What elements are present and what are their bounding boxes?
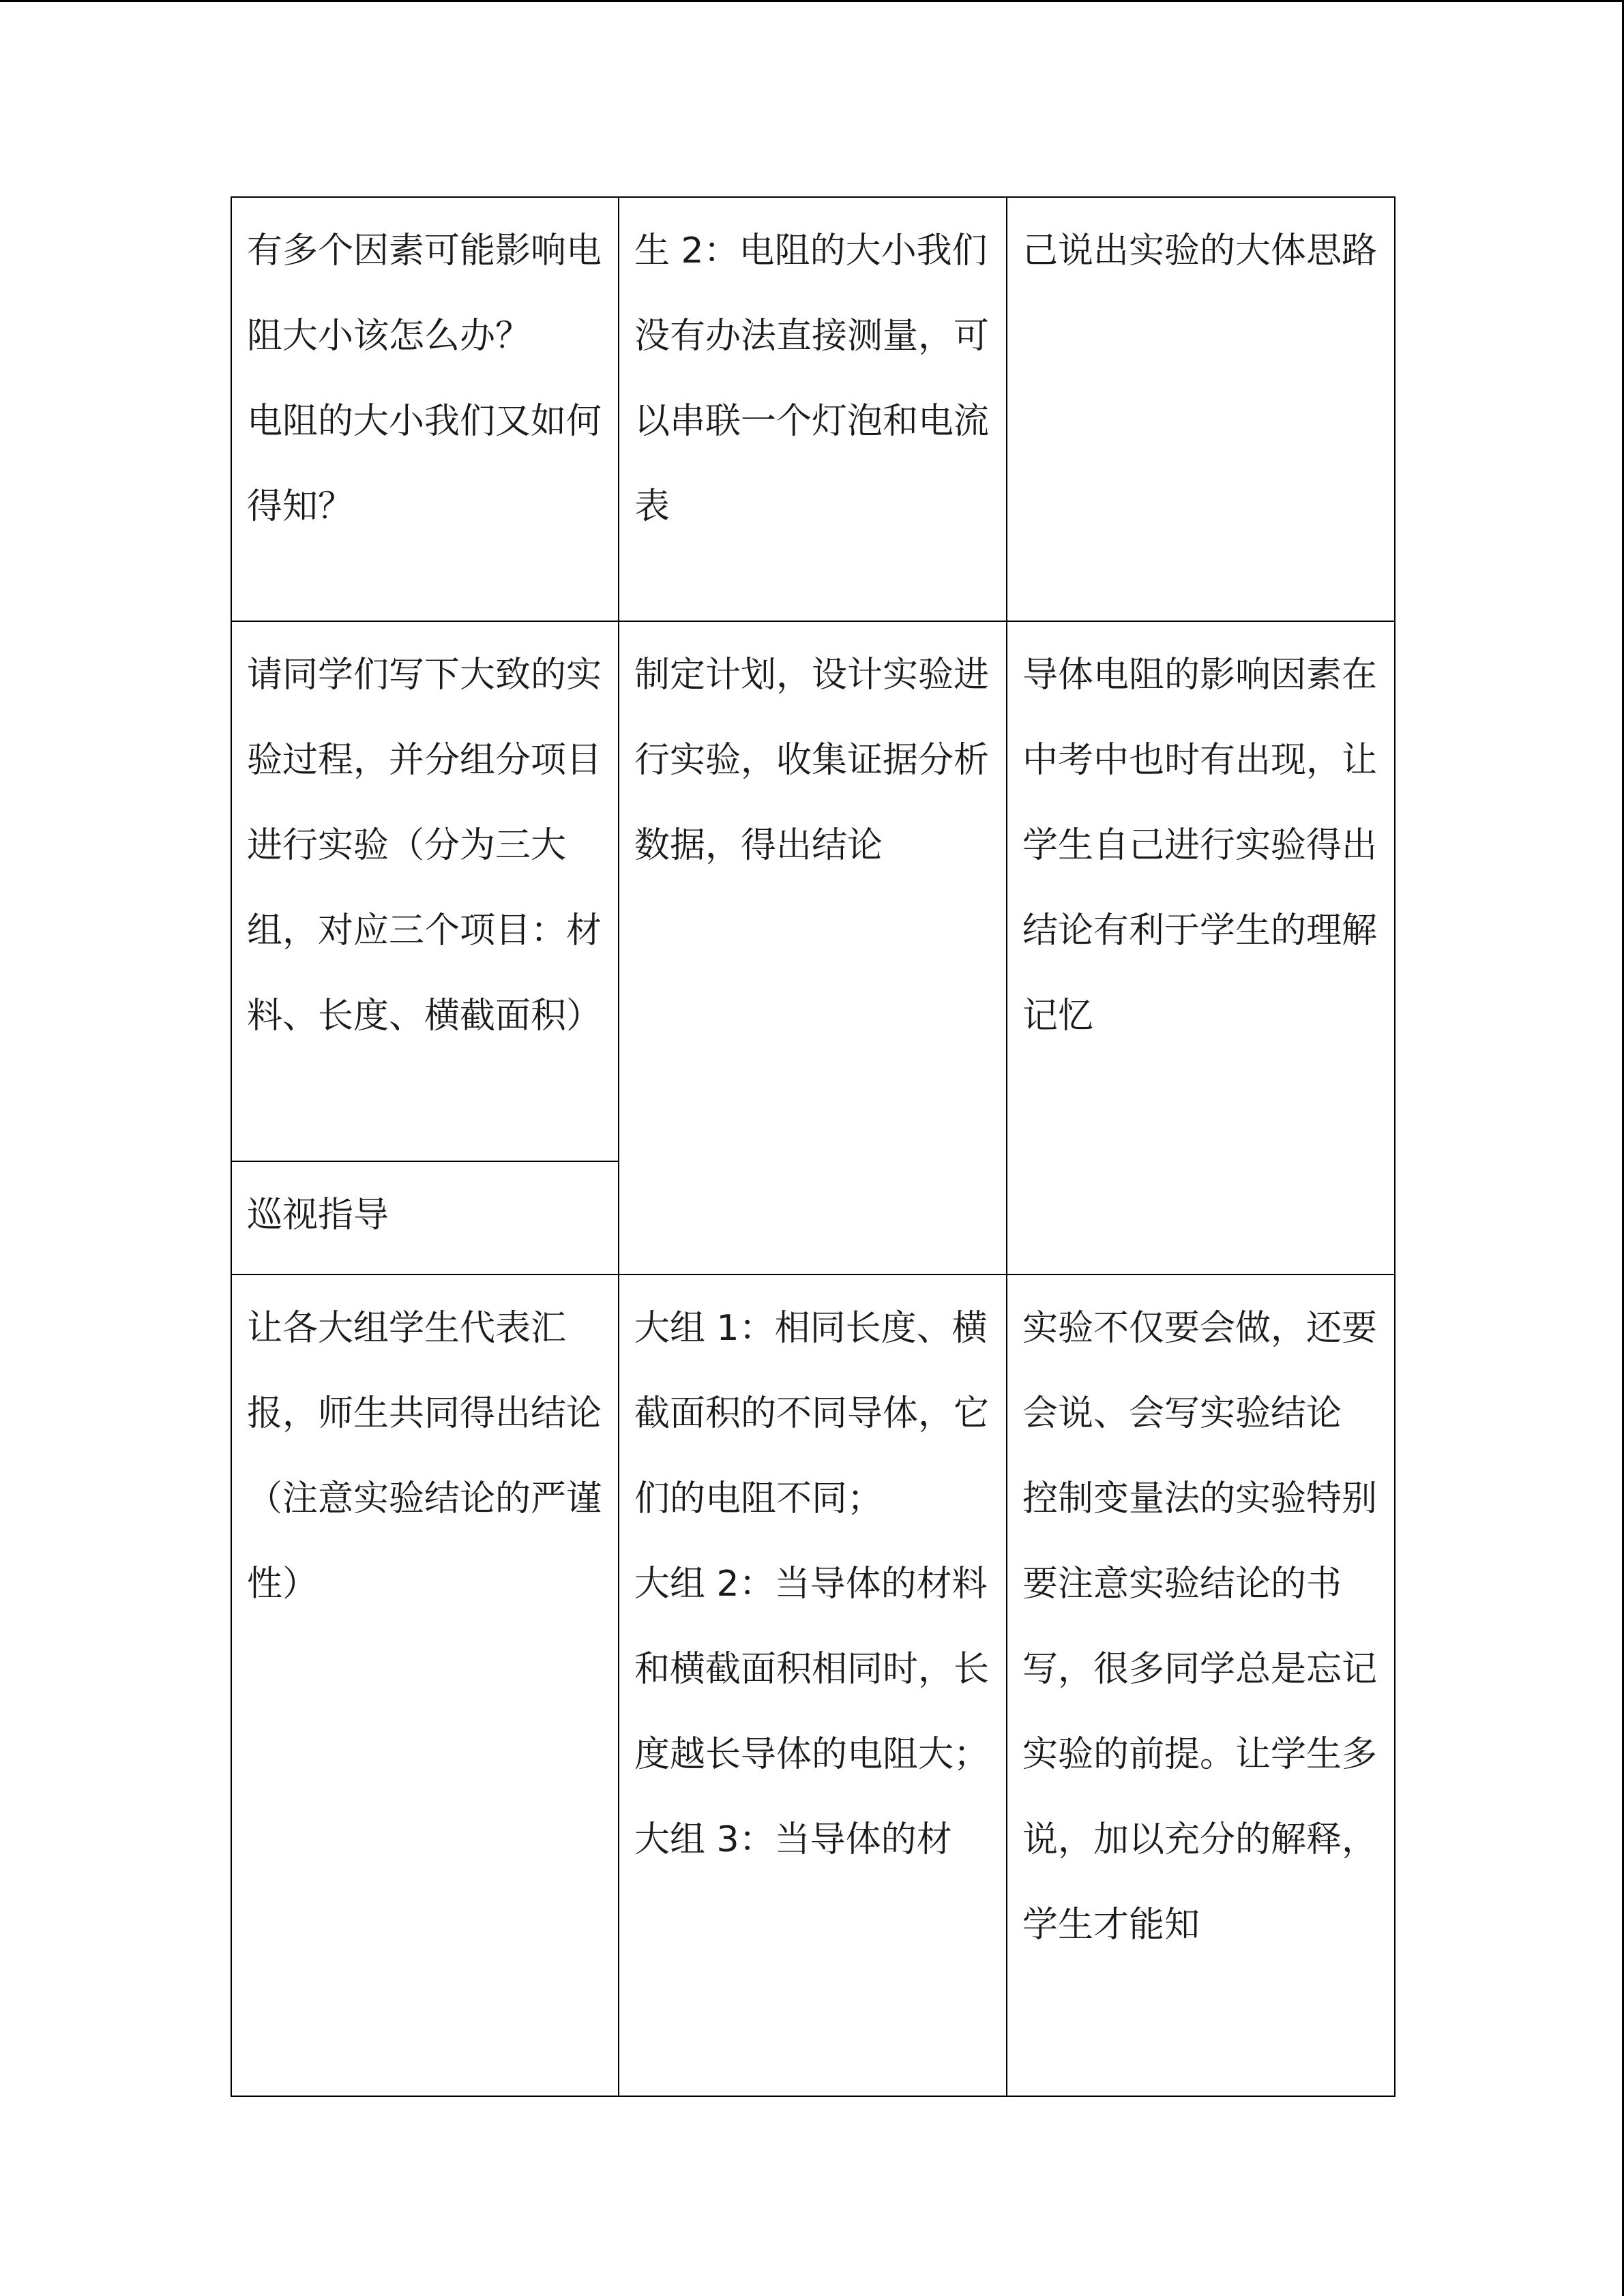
design-intent-cell (1007, 1274, 1395, 2096)
cell-paragraph: 请同学们写下大致的实验过程，并分组分项目进行实验（分为三大组，对应三个项目：材料、长度、横截面积） (247, 655, 602, 1037)
cell-paragraph: 大组 1：相同长度、横截面积的不同导体，它们的电阻不同； (634, 1308, 990, 1519)
cell-paragraph: 制定计划，设计实验进行实验，收集证据分析数据，得出结论 (634, 655, 990, 866)
cell-paragraph: 控制变量法的实验特别要注意实验结论的书写，很多同学总是忘记实验的前提。让学生多说，加以充分的解释，学生才能知 (1022, 1478, 1378, 1945)
cell-paragraph: 大组 3：当导体的材 (634, 1819, 952, 1860)
teacher-activity-cell (231, 1274, 619, 2096)
cell-paragraph: 己说出实验的大体思路 (1022, 230, 1378, 271)
cell-paragraph: 导体电阻的影响因素在中考中也时有出现，让学生自己进行实验得出结论有利于学生的理解记忆 (1022, 655, 1378, 1037)
teacher-activity-cell (231, 197, 619, 621)
cell-paragraph: 生 2：电阻的大小我们没有办法直接测量，可以串联一个灯泡和电流表 (634, 230, 990, 527)
teacher-activity-cell (231, 1161, 619, 1274)
table-row (231, 1274, 1395, 2096)
teacher-activity-cell (231, 621, 619, 1161)
student-activity-cell (619, 621, 1007, 1274)
cell-paragraph: 巡视指导 (247, 1195, 389, 1236)
cell-paragraph: 让各大组学生代表汇报，师生共同得出结论 (247, 1308, 602, 1434)
design-intent-cell (1007, 621, 1395, 1274)
student-activity-cell (619, 197, 1007, 621)
lesson-plan-table (231, 196, 1396, 2097)
student-activity-cell (619, 1274, 1007, 2096)
cell-paragraph: 大组 2：当导体的材料和横截面积相同时，长度越长导体的电阻大； (634, 1564, 990, 1775)
cell-paragraph: 有多个因素可能影响电阻大小该怎么办？ (247, 230, 602, 357)
page-top-border (0, 0, 1624, 2)
cell-paragraph: （注意实验结论的严谨性） (247, 1478, 602, 1605)
table-row (231, 621, 1395, 1161)
design-intent-cell (1007, 197, 1395, 621)
cell-paragraph: 实验不仅要会做，还要会说、会写实验结论 (1022, 1308, 1378, 1434)
cell-paragraph: 电阻的大小我们又如何得知？ (247, 401, 602, 527)
table-row (231, 197, 1395, 621)
